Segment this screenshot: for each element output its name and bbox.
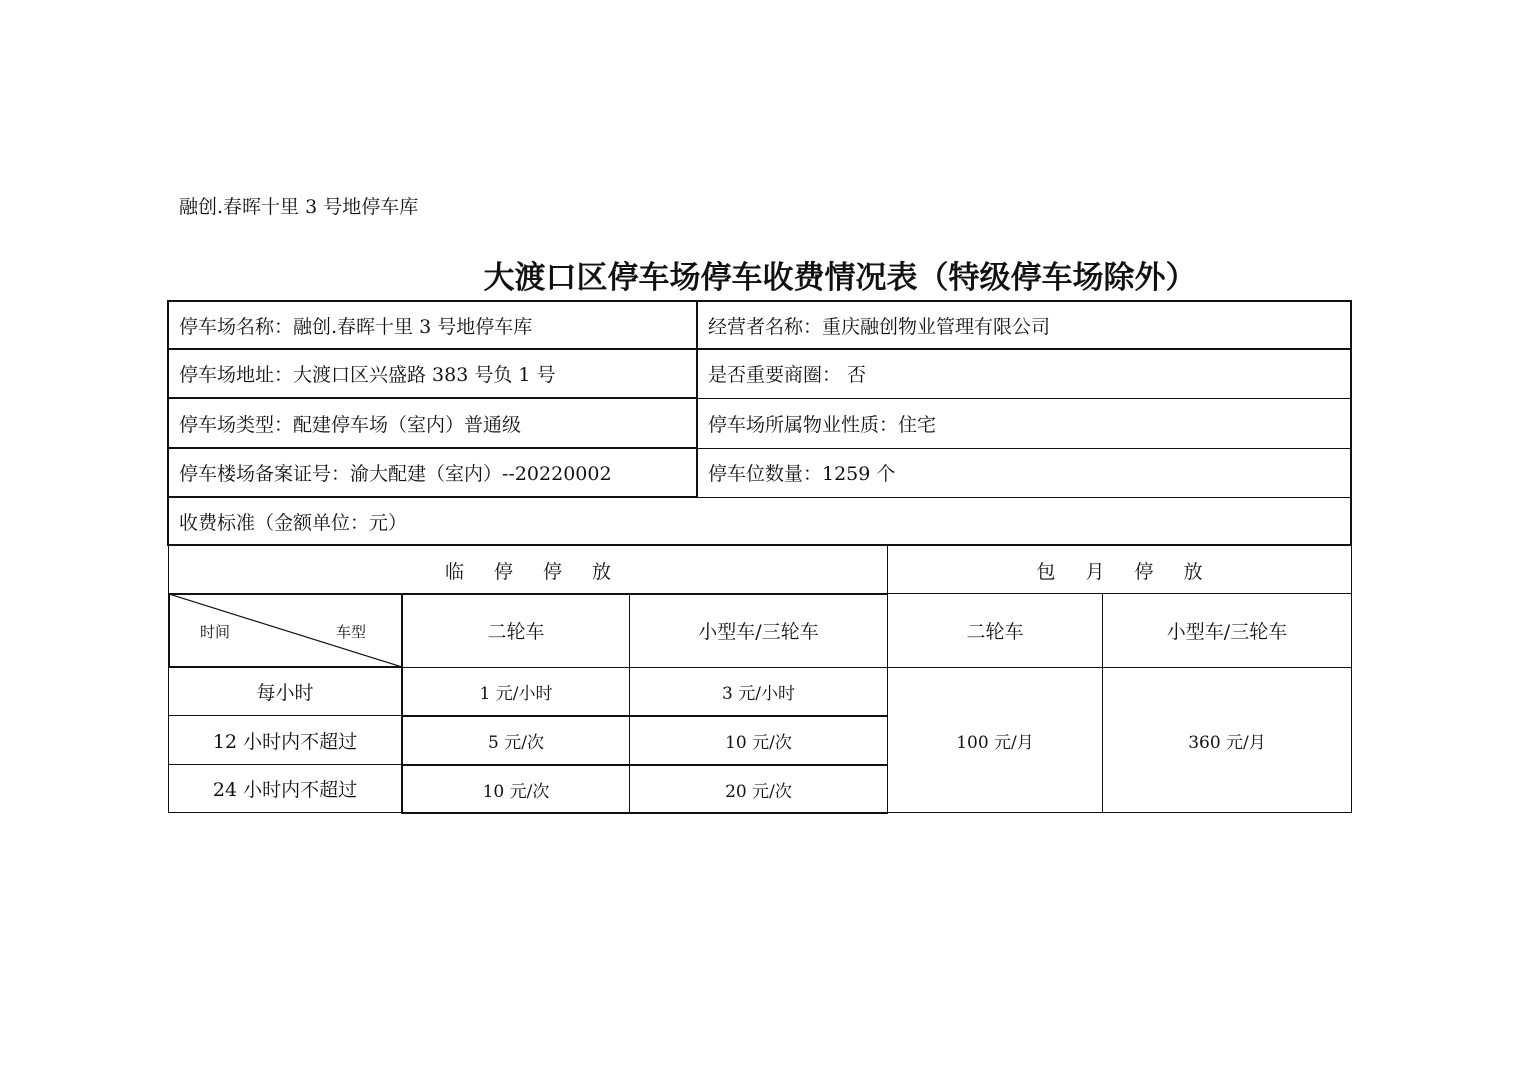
corner-time-label: 时间 [200, 622, 231, 641]
row-label-hourly: 每小时 [256, 682, 314, 704]
lot-name-field: 停车场名称：融创.春晖十里 3 号地停车库 [179, 315, 533, 338]
lot-name-header: 融创.春晖十里 3 号地停车库 [179, 196, 419, 218]
fee-standard-label: 收费标准（金额单位：元） [179, 511, 408, 534]
operator-field: 经营者名称：重庆融创物业管理有限公司 [708, 315, 1051, 338]
corner-vehicle-label: 车型 [336, 622, 367, 641]
document-title: 大渡口区停车场停车收费情况表（特级停车场除外） [483, 260, 1197, 296]
monthly-parking-header: 包月停放 [1036, 560, 1233, 583]
hourly-small: 3 元/小时 [722, 684, 795, 704]
24h-small: 20 元/次 [725, 781, 792, 802]
monthly-small-fee: 360 元/月 [1188, 732, 1266, 753]
12h-small: 10 元/次 [725, 733, 792, 753]
property-nature-field: 停车场所属物业性质：住宅 [708, 413, 937, 436]
col-small-three-wheel: 小型车/三轮车 [698, 621, 819, 643]
temporary-parking-header: 临停停放 [444, 560, 641, 583]
col-two-wheel: 二轮车 [487, 621, 545, 643]
business-district-field: 是否重要商圈： 否 [708, 364, 867, 386]
lot-type-field: 停车场类型：配建停车场（室内）普通级 [179, 413, 522, 436]
12h-two-wheel: 5 元/次 [488, 733, 544, 753]
space-count-field: 停车位数量：1259 个 [708, 463, 896, 485]
row-label-12h: 12 小时内不超过 [212, 730, 358, 753]
24h-two-wheel: 10 元/次 [482, 781, 550, 802]
record-number-field: 停车楼场备案证号：渝大配建（室内）--20220002 [179, 463, 612, 485]
monthly-two-wheel-fee: 100 元/月 [956, 732, 1034, 753]
row-label-24h: 24 小时内不超过 [212, 779, 358, 801]
hourly-two-wheel: 1 元/小时 [479, 684, 553, 704]
col-monthly-two-wheel: 二轮车 [966, 621, 1024, 643]
address-field: 停车场地址：大渡口区兴盛路 383 号负 1 号 [179, 364, 556, 386]
col-monthly-small-three-wheel: 小型车/三轮车 [1166, 621, 1288, 643]
